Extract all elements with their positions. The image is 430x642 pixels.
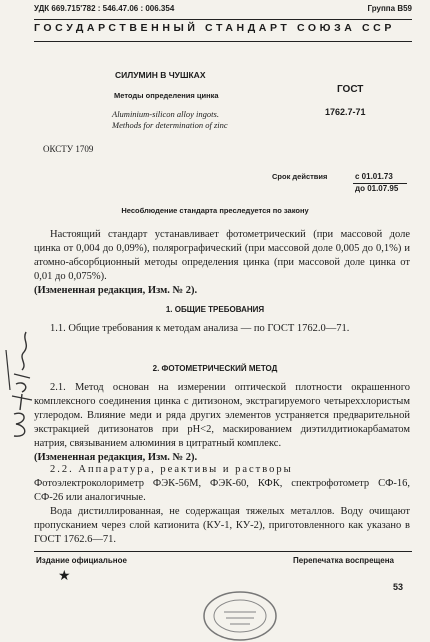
state-standard-heading: ГОСУДАРСТВЕННЫЙ СТАНДАРТ СОЮЗА ССР [34,22,395,34]
section2-p2-heading: 2.2. Аппаратура, реактивы и растворы [50,464,293,475]
section2-p1-amendment: (Измененная редакция, Изм. № 2). [34,452,198,463]
gost-number: 1762.7-71 [325,107,366,117]
star-icon: ★ [58,569,71,584]
section2-paragraph-1 [34,381,410,465]
section2-title: 2. ФОТОМЕТРИЧЕСКИЙ МЕТОД [152,364,278,373]
validity-to: до 01.07.95 [355,184,399,193]
title-en-line1: Aluminium-silicon alloy ingots. [112,109,219,119]
section2-p2-text: Фотоэлектроколориметр ФЭК-56М, ФЭК-60, КФК, спектрофотометр СФ-16, СФ-26 или аналогичные. [34,478,410,503]
reprint-prohibited: Перепечатка воспрещена [293,556,394,565]
intro-amendment: (Измененная редакция, Изм. № 2). [34,285,198,296]
group-code: Группа В59 [367,4,412,13]
validity-label: Срок действия [272,172,328,181]
section1-paragraph [34,322,410,336]
udk-code: УДК 669.715'782 : 546.47.06 : 006.354 [34,4,175,13]
okstu-code: ОКСТУ 1709 [43,144,94,154]
intro-text: Настоящий стандарт устанавливает фотометрический (при массовой доле цинка от 0,004 до 0,09%), полярографический (при массовой доле 0,005 до 0,1%) и атомно-абсорбционный методы определения цинка (при массовой доле цинка от 0,01 до 0,075%). [34,229,410,282]
library-stamp [200,580,280,642]
intro-paragraph [34,228,410,298]
section1-title: 1. ОБЩИЕ ТРЕБОВАНИЯ [165,305,265,314]
top-rule [34,19,412,20]
heading-rule [34,41,412,42]
section2-p1-text: 2.1. Метод основан на измерении оптической плотности окрашенного комплексного соединения цинка с дитизоном, экстрагируемого четыреххлористым углеродом. Влияние меди и ряда других элементов устраняется предварительной экстракцией дитизонатов при рН<2, маскированием диэтилдитиокарбаматом натрия, связыванием алюминия в цитратный комплекс. [34,382,410,449]
page-number: 53 [393,582,404,592]
title-en [112,109,228,131]
title-ru: СИЛУМИН В ЧУШКАХ [115,70,206,80]
validity-from: с 01.01.73 [355,172,393,181]
penalty-notice: Несоблюдение стандарта преследуется по закону [121,206,309,215]
handwritten-annotation [4,330,38,446]
section2-paragraph-3 [34,505,410,547]
official-edition: Издание официальное [36,556,127,565]
section2-p3-text: Вода дистиллированная, не содержащая тяжелых металлов. Воду очищают пропусканием через слой катионита (КУ-1, КУ-2), приготовленного как указано в ГОСТ 1762.6—71. [34,506,410,545]
title-en-line2: Methods for determination of zinc [112,120,228,130]
section1-text: 1.1. Общие требования к методам анализа — по ГОСТ 1762.0—71. [50,323,350,334]
section2-paragraph-2 [34,463,410,505]
footer-rule [34,551,412,552]
gost-label: ГОСТ [337,84,364,95]
subtitle-ru: Методы определения цинка [114,91,219,100]
